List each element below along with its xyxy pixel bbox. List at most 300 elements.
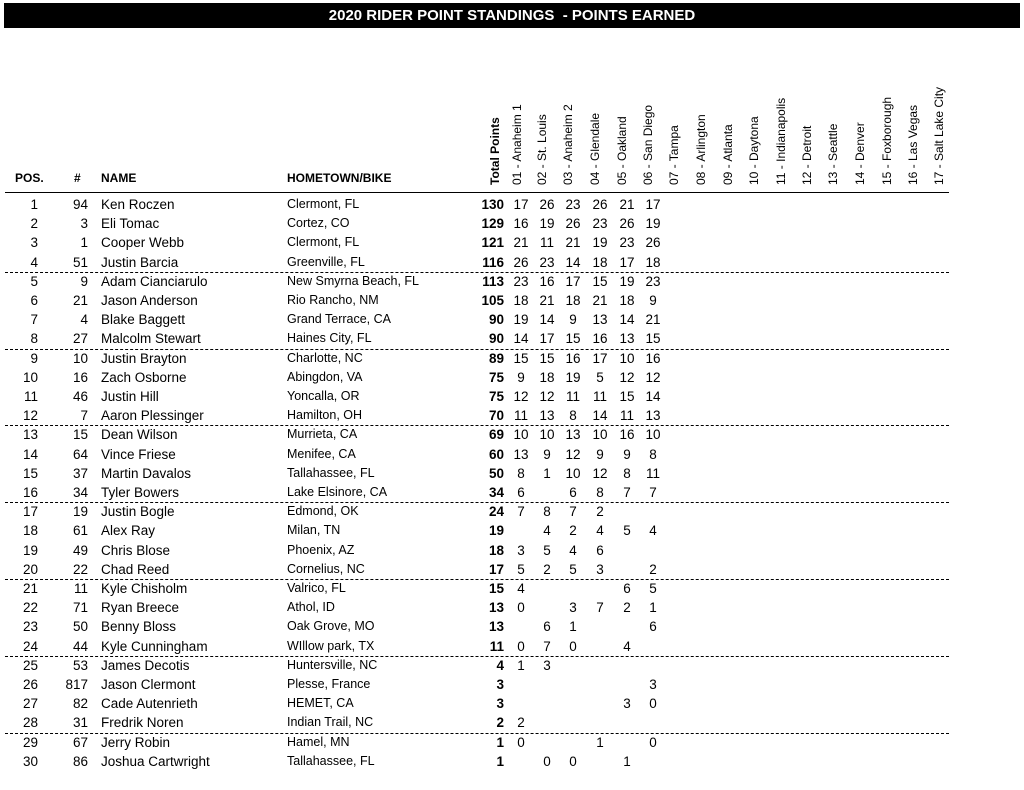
position-cell: 24 xyxy=(22,638,38,654)
race-score-cell xyxy=(590,579,610,598)
hometown-cell: Oak Grove, MO xyxy=(287,619,375,634)
race-score-cell: 3 xyxy=(569,600,577,616)
rider-number-cell: 64 xyxy=(72,446,88,462)
rider-number-cell: 1 xyxy=(80,235,88,251)
race-score-cell: 8 xyxy=(569,408,577,424)
rider-name-cell: Tyler Bowers xyxy=(101,485,180,500)
rider-number-cell: 50 xyxy=(72,619,88,635)
race-score-cell: 14 xyxy=(592,408,608,424)
rider-number-cell: 11 xyxy=(73,581,88,596)
position-cell: 12 xyxy=(22,408,38,424)
race-score-cell: 21 xyxy=(645,312,661,328)
race-score-cell: 23 xyxy=(592,216,608,232)
race-score-cell xyxy=(590,637,610,656)
race-score-cell: 11 xyxy=(565,389,580,404)
race-score-cell: 15 xyxy=(513,350,529,366)
position-cell: 16 xyxy=(22,485,38,500)
table-row xyxy=(0,387,1024,406)
total-points-cell: 130 xyxy=(481,197,504,212)
total-points-cell: 3 xyxy=(496,677,504,692)
hometown-cell: Hamilton, OH xyxy=(287,408,363,423)
race-score-cell: 4 xyxy=(569,542,577,558)
rider-name-cell: Ken Roczen xyxy=(101,197,175,212)
table-row xyxy=(0,233,1024,252)
total-points-cell: 2 xyxy=(496,715,504,731)
table-row xyxy=(0,579,1024,598)
race-score-cell: 1 xyxy=(517,657,525,673)
race-score-cell xyxy=(643,752,663,771)
race-score-cell: 4 xyxy=(543,523,551,539)
race-score-cell xyxy=(617,560,637,579)
hometown-cell: Athol, ID xyxy=(287,600,335,615)
race-header: 02 - St. Louis xyxy=(535,114,549,185)
table-row xyxy=(0,406,1024,425)
race-score-cell: 18 xyxy=(513,293,529,308)
hometown-cell: Yoncalla, OR xyxy=(287,389,360,403)
rider-name-cell: James Decotis xyxy=(101,657,190,673)
race-score-cell: 12 xyxy=(645,369,661,385)
race-score-cell: 10 xyxy=(619,350,635,366)
rider-number-cell: 16 xyxy=(72,369,88,385)
total-points-cell: 75 xyxy=(488,369,504,385)
race-score-cell: 9 xyxy=(569,312,577,328)
race-score-cell: 10 xyxy=(565,465,581,481)
race-score-cell xyxy=(617,713,637,732)
race-score-cell xyxy=(537,579,557,598)
total-points-cell: 113 xyxy=(482,273,504,289)
total-points-cell: 15 xyxy=(488,581,504,596)
rider-name-cell: Cooper Webb xyxy=(101,235,185,251)
race-score-cell xyxy=(537,675,557,694)
table-row xyxy=(0,541,1024,560)
race-score-cell: 7 xyxy=(569,504,577,520)
position-cell: 20 xyxy=(22,561,38,577)
race-score-cell: 18 xyxy=(592,254,608,270)
rider-name-cell: Justin Brayton xyxy=(101,350,187,366)
table-row xyxy=(0,675,1024,694)
rider-number-cell: 27 xyxy=(72,331,88,347)
race-score-cell xyxy=(590,617,610,636)
race-score-cell: 10 xyxy=(645,427,661,443)
hometown-cell: Tallahassee, FL xyxy=(287,753,375,768)
race-score-cell: 2 xyxy=(649,561,657,577)
number-header: # xyxy=(74,171,81,185)
race-score-cell xyxy=(511,617,531,636)
rider-number-cell: 21 xyxy=(72,293,88,308)
race-score-cell xyxy=(563,733,583,752)
race-score-cell: 16 xyxy=(619,427,635,443)
hometown-cell: Menifee, CA xyxy=(287,446,356,461)
rider-name-cell: Eli Tomac xyxy=(101,216,160,232)
table-row xyxy=(0,329,1024,348)
rider-name-cell: Malcolm Stewart xyxy=(101,331,201,347)
position-cell: 26 xyxy=(22,677,38,692)
rider-number-cell: 44 xyxy=(72,638,88,654)
rider-number-cell: 61 xyxy=(72,523,88,539)
total-points-cell: 129 xyxy=(481,216,504,232)
position-cell: 7 xyxy=(30,312,38,328)
total-points-cell: 1 xyxy=(496,734,504,750)
race-header: 08 - Arlington xyxy=(694,114,708,185)
race-score-cell: 1 xyxy=(569,619,577,635)
position-cell: 3 xyxy=(30,235,38,251)
position-cell: 9 xyxy=(30,350,38,366)
race-score-cell: 5 xyxy=(596,369,604,385)
hometown-cell: Tallahassee, FL xyxy=(287,465,375,480)
race-score-cell: 26 xyxy=(539,197,555,212)
race-score-cell: 23 xyxy=(645,273,661,289)
race-score-cell: 19 xyxy=(592,235,608,251)
race-score-cell xyxy=(617,675,637,694)
rider-number-cell: 15 xyxy=(72,427,88,443)
rider-number-cell: 31 xyxy=(72,715,88,731)
race-header: 04 - Glendale xyxy=(588,112,602,185)
race-score-cell: 14 xyxy=(565,254,581,270)
race-score-cell: 26 xyxy=(513,254,529,270)
position-cell: 2 xyxy=(30,216,38,232)
race-score-cell: 2 xyxy=(517,715,525,731)
rider-number-cell: 10 xyxy=(72,350,88,366)
race-score-cell: 26 xyxy=(645,235,661,251)
position-cell: 15 xyxy=(22,465,38,481)
rider-name-cell: Benny Bloss xyxy=(101,619,177,635)
hometown-cell: Rio Rancho, NM xyxy=(287,293,379,307)
position-cell: 10 xyxy=(22,369,38,385)
total-points-cell: 3 xyxy=(496,696,504,712)
rider-name-cell: Chris Blose xyxy=(101,542,171,558)
rider-number-cell: 7 xyxy=(80,408,88,424)
race-score-cell: 5 xyxy=(649,581,657,596)
race-score-cell xyxy=(511,521,531,540)
hometown-cell: Abingdon, VA xyxy=(287,369,363,384)
position-cell: 22 xyxy=(22,600,38,616)
position-cell: 1 xyxy=(30,197,38,212)
hometown-cell: Milan, TN xyxy=(287,523,341,538)
rider-number-cell: 53 xyxy=(72,657,88,673)
hometown-cell: Greenville, FL xyxy=(287,254,365,269)
rider-number-cell: 46 xyxy=(72,389,88,404)
rider-number-cell: 67 xyxy=(72,734,88,750)
race-score-cell: 26 xyxy=(619,216,635,232)
race-score-cell: 26 xyxy=(565,216,581,232)
table-row xyxy=(0,425,1024,444)
race-score-cell: 14 xyxy=(645,389,661,404)
race-score-cell: 15 xyxy=(619,389,635,404)
table-row xyxy=(0,368,1024,387)
race-score-cell: 5 xyxy=(569,561,577,577)
total-points-cell: 4 xyxy=(496,657,504,673)
race-score-cell: 6 xyxy=(623,581,631,596)
race-score-cell: 17 xyxy=(619,254,635,270)
total-points-cell: 69 xyxy=(488,427,504,443)
rider-name-cell: Zach Osborne xyxy=(101,369,187,385)
race-score-cell: 21 xyxy=(592,293,608,308)
race-score-cell: 8 xyxy=(596,485,604,500)
race-score-cell xyxy=(617,733,637,752)
rider-name-cell: Justin Barcia xyxy=(101,254,179,270)
rider-number-cell: 71 xyxy=(72,600,88,616)
hometown-cell: Hamel, MN xyxy=(287,734,350,749)
rider-number-cell: 37 xyxy=(72,465,88,481)
rider-number-cell: 94 xyxy=(72,197,88,212)
standings-title: 2020 RIDER POINT STANDINGS - POINTS EARNED xyxy=(4,3,1020,28)
race-score-cell: 26 xyxy=(592,197,608,212)
position-cell: 28 xyxy=(22,715,38,731)
race-score-cell: 6 xyxy=(596,542,604,558)
race-score-cell: 3 xyxy=(623,696,631,712)
race-score-cell xyxy=(563,656,583,675)
race-score-cell: 23 xyxy=(565,197,581,212)
table-row xyxy=(0,521,1024,540)
race-score-cell: 9 xyxy=(543,446,551,462)
rider-name-cell: Cade Autenrieth xyxy=(101,696,198,712)
rider-number-cell: 82 xyxy=(72,696,88,712)
race-score-cell xyxy=(511,752,531,771)
rider-name-cell: Ryan Breece xyxy=(101,600,180,616)
race-score-cell xyxy=(617,541,637,560)
table-row xyxy=(0,560,1024,579)
total-points-cell: 24 xyxy=(488,504,504,520)
race-score-cell: 18 xyxy=(619,293,635,308)
position-cell: 4 xyxy=(30,254,38,270)
hometown-cell: Huntersville, NC xyxy=(287,657,378,672)
race-score-cell: 3 xyxy=(649,677,657,692)
hometown-cell: Edmond, OK xyxy=(287,504,359,519)
rider-name-cell: Kyle Cunningham xyxy=(101,638,208,654)
total-points-cell: 18 xyxy=(488,542,504,558)
race-score-cell: 9 xyxy=(623,446,631,462)
table-row xyxy=(0,656,1024,675)
race-score-cell: 19 xyxy=(619,273,635,289)
race-header: 09 - Atlanta xyxy=(721,124,735,185)
hometown-cell: Cortez, CO xyxy=(287,216,350,231)
rider-name-cell: Fredrik Noren xyxy=(101,715,184,731)
race-score-cell: 8 xyxy=(649,446,657,462)
race-score-cell: 11 xyxy=(592,389,607,404)
table-row xyxy=(0,253,1024,272)
race-score-cell: 6 xyxy=(517,485,525,500)
table-row xyxy=(0,713,1024,732)
race-score-cell: 18 xyxy=(565,293,581,308)
rider-name-cell: Chad Reed xyxy=(101,561,170,577)
rider-name-cell: Blake Baggett xyxy=(101,312,186,328)
race-score-cell: 23 xyxy=(619,235,635,251)
table-row xyxy=(0,598,1024,617)
rider-name-cell: Alex Ray xyxy=(101,523,156,539)
race-score-cell: 4 xyxy=(596,523,604,539)
position-cell: 30 xyxy=(22,753,38,769)
hometown-cell: HEMET, CA xyxy=(287,696,354,711)
rider-number-cell: 86 xyxy=(72,753,88,769)
hometown-cell: Murrieta, CA xyxy=(287,427,358,442)
total-points-cell: 34 xyxy=(488,485,504,500)
race-score-cell xyxy=(643,502,663,521)
race-score-cell: 4 xyxy=(623,638,631,654)
race-score-cell xyxy=(511,694,531,713)
race-score-cell: 7 xyxy=(623,485,631,500)
race-score-cell: 16 xyxy=(539,273,555,289)
race-score-cell: 23 xyxy=(539,254,555,270)
race-score-cell: 21 xyxy=(565,235,581,251)
race-score-cell: 13 xyxy=(539,408,555,424)
race-score-cell: 1 xyxy=(596,734,604,750)
race-score-cell: 21 xyxy=(619,197,635,212)
rider-name-cell: Adam Cianciarulo xyxy=(101,273,208,289)
race-header: 17 - Salt Lake City xyxy=(932,86,946,185)
table-row xyxy=(0,445,1024,464)
race-score-cell: 0 xyxy=(649,696,657,712)
header-divider xyxy=(5,192,949,193)
race-score-cell: 0 xyxy=(569,638,577,654)
race-header: 11 - Indianapolis xyxy=(774,97,788,185)
race-score-cell: 12 xyxy=(513,389,529,404)
rider-number-cell: 34 xyxy=(72,485,88,500)
rider-name-cell: Justin Bogle xyxy=(101,504,175,520)
position-cell: 27 xyxy=(22,696,38,712)
race-score-cell: 11 xyxy=(645,465,660,481)
name-header: NAME xyxy=(101,171,137,185)
race-score-cell: 11 xyxy=(513,408,528,424)
race-score-cell: 6 xyxy=(543,619,551,635)
hometown-header: HOMETOWN/BIKE xyxy=(287,171,392,185)
race-header: 01 - Anaheim 1 xyxy=(510,104,524,185)
race-score-cell: 13 xyxy=(619,331,635,347)
rider-name-cell: Jerry Robin xyxy=(101,734,171,750)
race-score-cell: 18 xyxy=(645,254,661,270)
hometown-cell: Grand Terrace, CA xyxy=(287,312,391,327)
position-cell: 8 xyxy=(30,331,38,347)
rider-number-cell: 9 xyxy=(80,273,88,289)
race-score-cell: 3 xyxy=(596,561,604,577)
race-score-cell: 15 xyxy=(592,273,608,289)
pos-header: POS. xyxy=(15,171,44,185)
rider-number-cell: 817 xyxy=(65,677,88,692)
table-row xyxy=(0,195,1024,214)
rider-name-cell: Jason Clermont xyxy=(101,677,196,692)
rider-name-cell: Joshua Cartwright xyxy=(101,753,210,769)
race-score-cell: 17 xyxy=(539,331,555,347)
table-row xyxy=(0,214,1024,233)
total-points-cell: 89 xyxy=(488,350,504,366)
race-score-cell xyxy=(563,694,583,713)
table-row xyxy=(0,291,1024,310)
race-score-cell: 8 xyxy=(517,465,525,481)
race-score-cell: 17 xyxy=(565,273,581,289)
race-header: 05 - Oakland xyxy=(615,116,629,185)
race-score-cell: 19 xyxy=(513,312,529,328)
race-score-cell xyxy=(537,733,557,752)
total-points-cell: 121 xyxy=(481,235,504,251)
hometown-cell: Clermont, FL xyxy=(287,235,360,250)
position-cell: 29 xyxy=(22,734,38,750)
position-cell: 21 xyxy=(22,581,38,596)
race-score-cell: 9 xyxy=(649,293,657,308)
race-score-cell: 12 xyxy=(539,389,555,404)
race-score-cell: 15 xyxy=(565,331,581,347)
race-score-cell xyxy=(563,713,583,732)
race-score-cell: 8 xyxy=(623,465,631,481)
race-score-cell: 0 xyxy=(517,600,525,616)
race-score-cell: 19 xyxy=(539,216,555,232)
table-row xyxy=(0,733,1024,752)
race-score-cell: 12 xyxy=(565,446,581,462)
table-row xyxy=(0,310,1024,329)
position-cell: 11 xyxy=(23,389,38,404)
total-points-cell: 70 xyxy=(488,408,504,424)
rider-name-cell: Dean Wilson xyxy=(101,427,178,443)
race-score-cell: 13 xyxy=(565,427,581,443)
race-score-cell: 16 xyxy=(513,216,529,232)
total-points-cell: 11 xyxy=(489,638,504,654)
race-score-cell: 7 xyxy=(517,504,525,520)
race-score-cell xyxy=(643,541,663,560)
race-score-cell xyxy=(563,675,583,694)
rider-name-cell: Jason Anderson xyxy=(101,293,198,308)
rider-name-cell: Martin Davalos xyxy=(101,465,192,481)
race-score-cell xyxy=(590,675,610,694)
table-row xyxy=(0,637,1024,656)
race-score-cell: 13 xyxy=(645,408,661,424)
race-score-cell: 5 xyxy=(517,561,525,577)
race-score-cell: 0 xyxy=(649,734,657,750)
table-row xyxy=(0,483,1024,502)
rider-number-cell: 22 xyxy=(72,561,88,577)
race-score-cell: 14 xyxy=(539,312,555,328)
race-score-cell xyxy=(590,694,610,713)
race-score-cell: 4 xyxy=(517,581,525,596)
race-header: 12 - Detroit xyxy=(800,125,814,185)
rider-number-cell: 19 xyxy=(72,504,88,520)
hometown-cell: Valrico, FL xyxy=(287,581,346,595)
table-row xyxy=(0,464,1024,483)
race-score-cell xyxy=(590,752,610,771)
race-score-cell: 3 xyxy=(517,542,525,558)
race-score-cell: 0 xyxy=(569,753,577,769)
rider-number-cell: 49 xyxy=(72,542,88,558)
table-row xyxy=(0,349,1024,368)
table-row xyxy=(0,617,1024,636)
race-score-cell: 21 xyxy=(539,293,555,308)
total-points-cell: 75 xyxy=(488,389,504,404)
race-score-cell: 17 xyxy=(592,350,608,366)
race-header: 10 - Daytona xyxy=(747,116,761,185)
race-score-cell xyxy=(617,656,637,675)
race-header: 06 - San Diego xyxy=(641,104,655,185)
race-score-cell xyxy=(563,579,583,598)
race-score-cell xyxy=(643,637,663,656)
total-points-cell: 17 xyxy=(488,561,504,577)
race-score-cell: 9 xyxy=(517,369,525,385)
race-score-cell: 14 xyxy=(513,331,529,347)
total-points-cell: 90 xyxy=(488,331,504,347)
race-score-cell: 23 xyxy=(513,273,529,289)
race-score-cell: 6 xyxy=(569,485,577,500)
race-score-cell xyxy=(590,656,610,675)
hometown-cell: Plesse, France xyxy=(287,677,371,691)
race-header: 15 - Foxborough xyxy=(880,96,894,185)
rider-name-cell: Aaron Plessinger xyxy=(101,408,204,424)
position-cell: 23 xyxy=(22,619,38,635)
race-score-cell: 9 xyxy=(596,446,604,462)
race-score-cell: 4 xyxy=(649,523,657,539)
race-score-cell xyxy=(511,675,531,694)
rider-number-cell: 51 xyxy=(72,254,88,270)
race-score-cell: 2 xyxy=(569,523,577,539)
race-score-cell: 18 xyxy=(539,369,555,385)
hometown-cell: Lake Elsinore, CA xyxy=(287,485,388,499)
race-score-cell: 10 xyxy=(539,427,555,443)
race-score-cell: 21 xyxy=(513,235,529,251)
